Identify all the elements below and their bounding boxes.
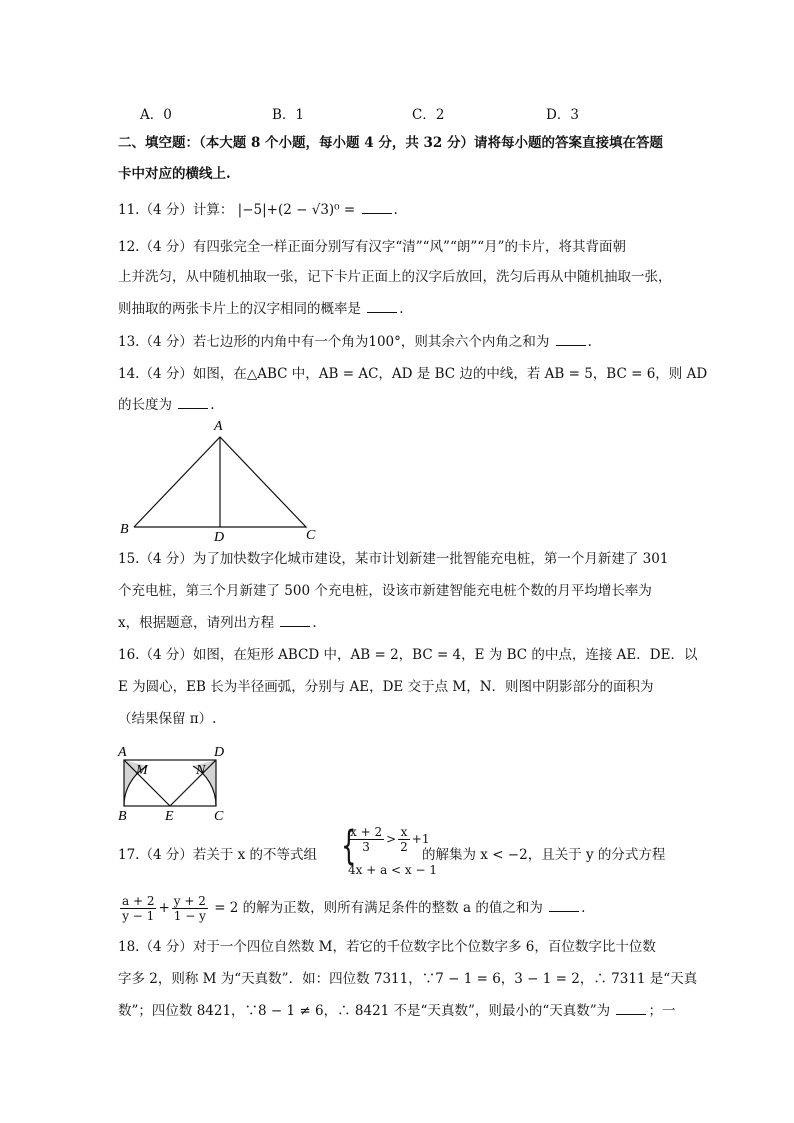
q18-text: 数”；四位数 8421，∵8 − 1 ≠ 6，∴ 8421 不是“天真数”，则最小的“天真数”为 [118, 1003, 611, 1019]
label-c: C [214, 809, 224, 824]
q17-answer-blank[interactable] [549, 899, 579, 912]
segment-de [170, 760, 216, 806]
q14-answer-blank[interactable] [178, 396, 208, 409]
ineq1-op: > [386, 832, 397, 846]
inequality-2: 4x + a < x − 1 [348, 863, 438, 877]
ineq1-left-num: x + 2 [350, 825, 383, 839]
label-e: E [165, 809, 174, 824]
ineq1-left-den: 3 [362, 840, 370, 854]
q11-end: . [393, 202, 398, 218]
question-18-line3 [118, 1002, 675, 1020]
label-b: B [120, 522, 129, 537]
label-c: C [306, 528, 316, 543]
label-n: N [196, 763, 206, 778]
eq-frac-1-den: y − 1 [122, 909, 155, 923]
eq-frac-1-num: a + 2 [122, 894, 155, 908]
question-13 [118, 333, 592, 351]
question-11 [118, 201, 398, 219]
question-12-line2: 上并洗匀，从中随机抽取一张，记下卡片正面上的汉字后放回，洗匀后再从中随机抽取一张， [118, 269, 672, 285]
question-16-line2: E 为圆心，EB 长为半径画弧，分别与 AE，DE 交于点 M，N．则图中阴影部分的面积为 [118, 679, 654, 695]
eq-plus: + [158, 900, 170, 916]
label-a: A [214, 419, 223, 434]
eq-frac-2-num: y + 2 [173, 894, 206, 908]
section-heading: 二、填空题：（本大题 8 个小题，每小题 4 分，共 32 分）请将每小题的答案直接填在答题 [118, 135, 664, 151]
question-17-middle: 的解集为 x < −2，且关于 y 的分式方程 [422, 847, 666, 863]
q14-end: . [210, 397, 215, 413]
question-18-line1: 18.（4 分）对于一个四位自然数 M，若它的千位数字比个位数字多 6，百位数字比十位数 [118, 939, 656, 955]
question-12-line3 [118, 300, 404, 318]
option-d: D．3 [546, 107, 579, 123]
question-15-line1: 15.（4 分）为了加快数字化城市建设，某市计划新建一批智能充电桩，第一个月新建了 301 [118, 551, 669, 567]
eq-frac-2-den: 1 − y [173, 909, 206, 923]
label-d: D [214, 530, 225, 545]
q11-answer-blank[interactable] [362, 201, 392, 214]
question-18-line2: 字多 2，则称 M 为“天真数”．如：四位数 7311，∵7 − 1 = 6，3 − 1 = 2，∴ 7311 是“天真 [118, 971, 698, 987]
question-14-line1: 14.（4 分）如图，在△ABC 中，AB = AC，AD 是 BC 边的中线，若 AB = 5，BC = 6，则 AD [118, 366, 708, 382]
option-a: A．0 [140, 107, 172, 123]
q13-end: . [587, 334, 592, 350]
question-15-line2: 个充电桩，第三个月新建了 500 个充电桩，设该市新建智能充电桩个数的月平均增长率为 [118, 583, 652, 599]
q13-answer-blank[interactable] [556, 333, 586, 346]
option-b: B．1 [272, 107, 305, 123]
triangle-figure [110, 415, 330, 545]
label-a: A [118, 745, 127, 760]
label-b: B [118, 809, 127, 824]
q12-text: 则抽取的两张卡片上的汉字相同的概率是 [118, 301, 361, 317]
question-16-line1: 16.（4 分）如图，在矩形 ABCD 中，AB = 2，BC = 4，E 为 BC 的中点，连接 AE．DE．以 [118, 647, 698, 663]
question-17-prefix: 17.（4 分）若关于 x 的不等式组 [118, 847, 318, 863]
q12-answer-blank[interactable] [367, 300, 397, 313]
ineq1-left-frac [348, 825, 384, 854]
label-m: M [136, 763, 148, 778]
label-d: D [214, 745, 225, 760]
q11-expression: |−5|+(2 − √3)⁰ = [237, 202, 356, 218]
ineq1-tail: +1 [411, 832, 430, 846]
question-16-line3: （结果保留 π）. [118, 711, 217, 727]
q14-text: 的长度为 [118, 397, 172, 413]
question-17-equation [118, 890, 585, 926]
inequality-1 [346, 825, 430, 854]
option-c: C．2 [412, 107, 445, 123]
q11-prefix: 11.（4 分）计算： [118, 202, 234, 218]
question-15-line3 [118, 614, 317, 632]
eq-frac-1 [120, 894, 156, 923]
question-12-line1: 12.（4 分）有四张完全一样正面分别写有汉字“清”“风”“朗”“月”的卡片，将其背面朝 [118, 239, 627, 255]
section-heading-cont: 卡中对应的横线上. [118, 166, 231, 182]
ineq1-right-num: x [398, 825, 410, 840]
ineq1-right-frac [398, 825, 410, 854]
q17-end: . [581, 900, 586, 916]
q12-end: . [399, 301, 404, 317]
q18-end: ；一 [648, 1003, 676, 1019]
question-14-line2 [118, 396, 215, 414]
q13-text: 13.（4 分）若七边形的内角中有一个角为100°，则其余六个内角之和为 [118, 334, 550, 350]
q15-answer-blank[interactable] [280, 614, 310, 627]
ineq1-right-den: 2 [400, 840, 408, 854]
q15-end: . [312, 615, 317, 631]
q17-tail: = 2 的解为正数，则所有满足条件的整数 a 的值之和为 [214, 900, 543, 916]
rectangle-figure [110, 742, 240, 822]
eq-frac-2 [172, 894, 208, 923]
q18-answer-blank[interactable] [616, 1002, 646, 1015]
q15-text: x，根据题意，请列出方程 [118, 615, 275, 631]
system-brace: { [341, 823, 357, 869]
